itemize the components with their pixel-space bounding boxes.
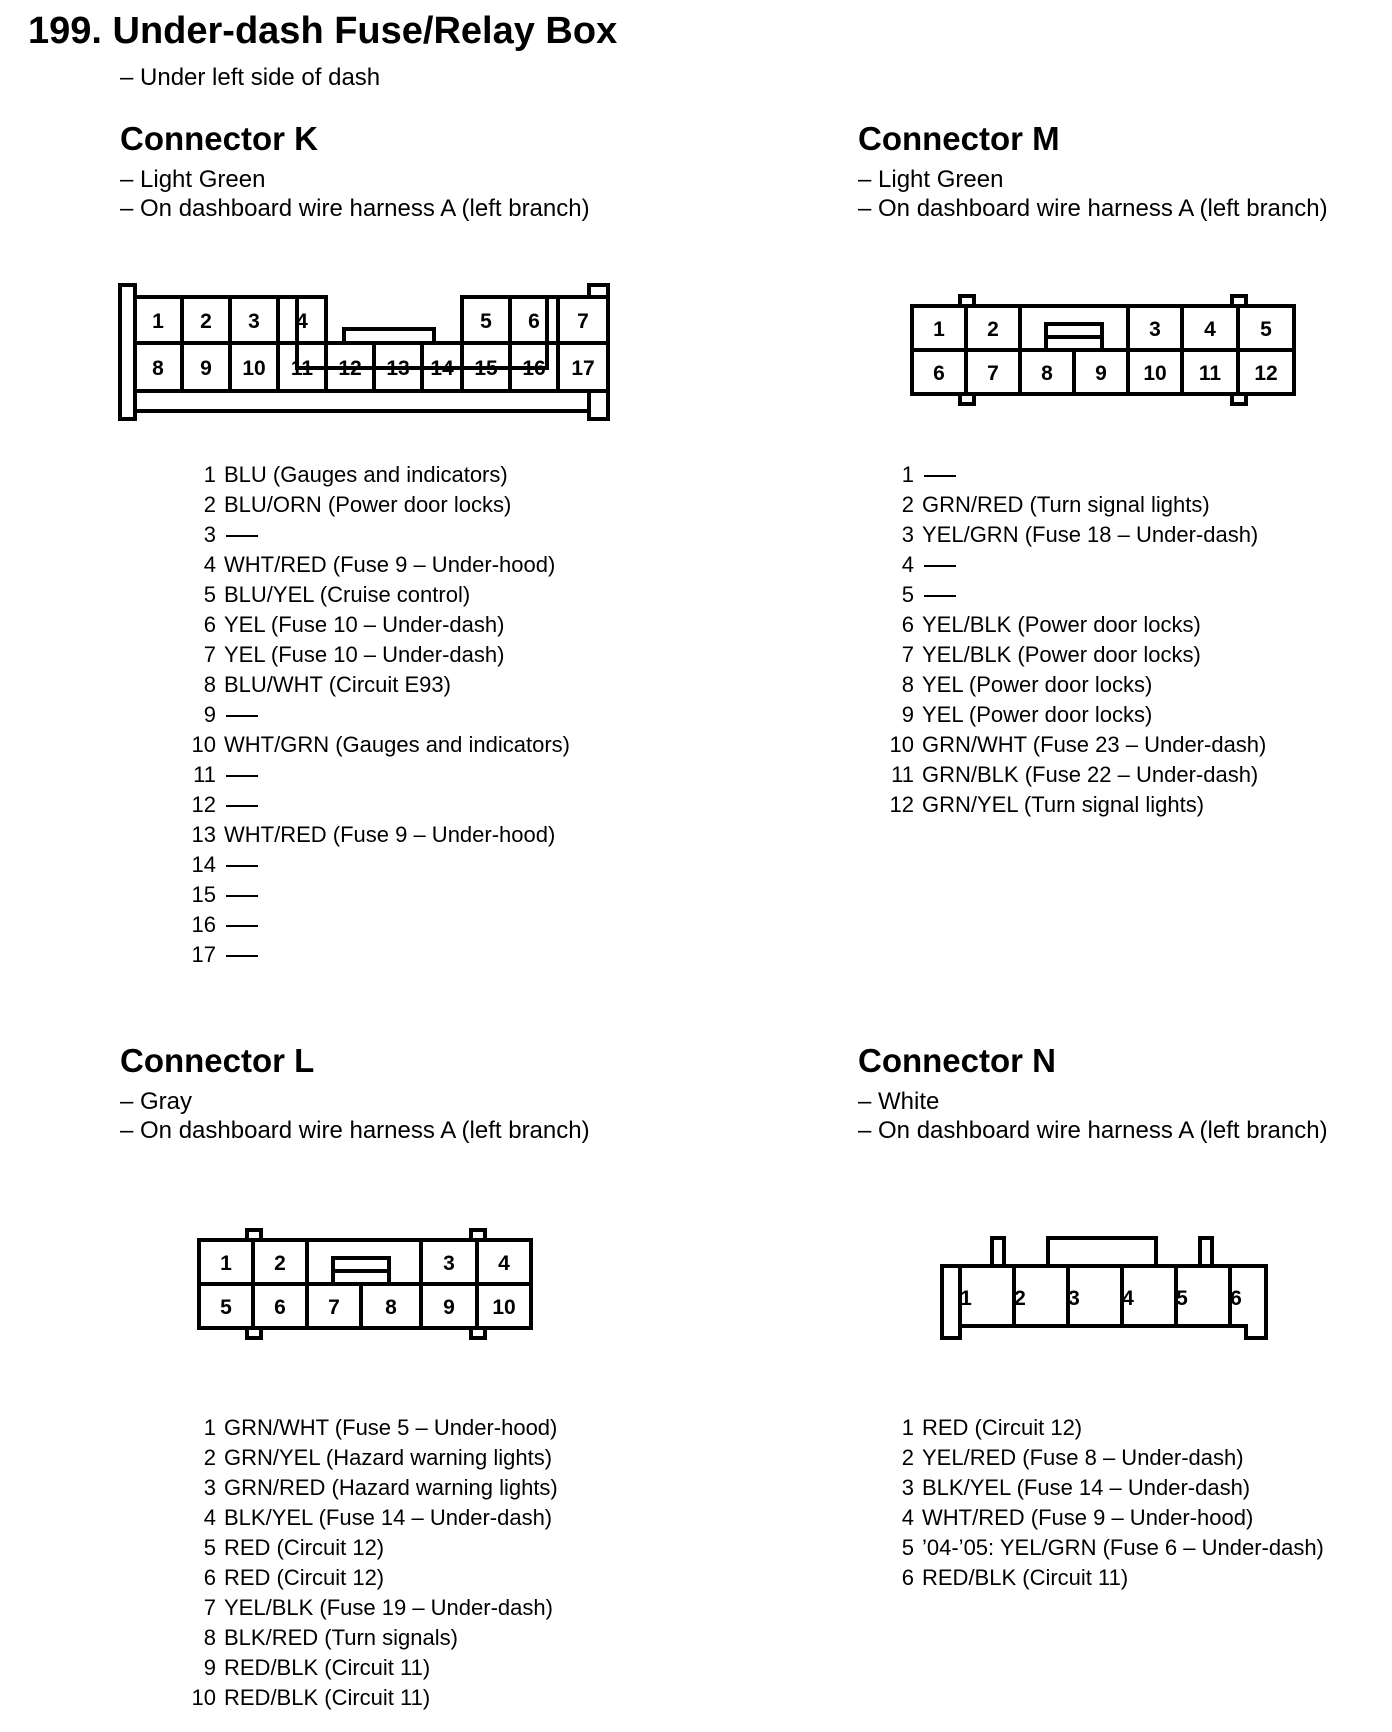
pin-description: YEL/BLK (Fuse 19 – Under-dash): [224, 1595, 553, 1620]
n-pin-5: 5: [1176, 1287, 1188, 1310]
l-pin-4: 4: [498, 1252, 510, 1275]
l-pin-8: 8: [385, 1296, 397, 1319]
pin-list-item: [888, 640, 1266, 670]
connector-n-diagram: [940, 1234, 1270, 1344]
pin-number: 7: [203, 642, 216, 667]
m-pin-6: 6: [933, 362, 945, 385]
connector-n-color: – White: [858, 1088, 940, 1115]
pin-list-item: [190, 520, 570, 550]
page-subtitle: – Under left side of dash: [120, 64, 381, 91]
k-pin-8: 8: [152, 357, 164, 380]
pin-description: GRN/YEL (Turn signal lights): [922, 792, 1205, 817]
connector-l-location: – On dashboard wire harness A (left branch): [120, 1117, 590, 1144]
k-pin-4: 4: [296, 310, 308, 333]
pin-list-item: [190, 1563, 558, 1593]
pin-number: 3: [203, 1475, 216, 1500]
connector-n-location: – On dashboard wire harness A (left branch): [858, 1117, 1328, 1144]
pin-list-item: [190, 550, 570, 580]
pin-number: 6: [203, 612, 216, 637]
m-pin-11: 11: [1198, 362, 1222, 385]
pin-number: 1: [901, 462, 914, 487]
pin-list-item: [190, 730, 570, 760]
pin-number: 4: [203, 552, 216, 577]
pin-list-item: [888, 580, 1266, 610]
pin-description: WHT/RED (Fuse 9 – Under-hood): [224, 822, 556, 847]
k-pin-3: 3: [248, 310, 260, 333]
pin-list-item: [190, 820, 570, 850]
connector-k-pin-list: [190, 460, 570, 970]
connector-m-pin-list: [888, 460, 1266, 820]
m-pin-3: 3: [1149, 318, 1161, 341]
k-pin-14: 14: [430, 357, 454, 380]
unused-pin-dash: [924, 595, 956, 597]
pin-list-item: [888, 670, 1266, 700]
pin-number: 8: [901, 672, 914, 697]
pin-number: 9: [203, 1655, 216, 1680]
m-pin-7: 7: [987, 362, 999, 385]
pin-number: 2: [203, 492, 216, 517]
unused-pin-dash: [226, 805, 258, 807]
pin-list-item: [888, 490, 1266, 520]
pin-description: YEL (Fuse 10 – Under-dash): [224, 612, 505, 637]
n-pin-4: 4: [1122, 1287, 1134, 1310]
pin-list-item: [888, 730, 1266, 760]
pin-number: 9: [901, 702, 914, 727]
k-pin-11: 11: [290, 357, 314, 380]
connector-n-pin-list: [888, 1413, 1324, 1593]
pin-number: 8: [203, 1625, 216, 1650]
pin-number: 11: [891, 762, 914, 787]
pin-description: BLU/ORN (Power door locks): [224, 492, 512, 517]
pin-number: 15: [191, 882, 216, 907]
pin-description: GRN/RED (Hazard warning lights): [224, 1475, 558, 1500]
k-pin-17: 17: [571, 357, 595, 380]
connector-k-color: – Light Green: [120, 166, 266, 193]
pin-description: RED/BLK (Circuit 11): [922, 1565, 1129, 1590]
pin-number: 6: [203, 1565, 216, 1590]
connector-m-title: Connector M: [858, 120, 1060, 157]
pin-number: 10: [191, 732, 216, 757]
k-pin-9: 9: [200, 357, 212, 380]
pin-list-item: [888, 1533, 1324, 1563]
m-pin-9: 9: [1095, 362, 1107, 385]
pin-list-item: [888, 1563, 1324, 1593]
pin-description: YEL/BLK (Power door locks): [922, 642, 1201, 667]
connector-l-pin-list: [190, 1413, 558, 1713]
pin-description: WHT/RED (Fuse 9 – Under-hood): [224, 552, 556, 577]
k-pin-7: 7: [577, 310, 589, 333]
pin-number: 3: [203, 522, 216, 547]
pin-number: 2: [203, 1445, 216, 1470]
connector-m-location: – On dashboard wire harness A (left branch): [858, 195, 1328, 222]
k-pin-6: 6: [528, 310, 540, 333]
k-pin-5: 5: [480, 310, 492, 333]
pin-number: 11: [193, 762, 216, 787]
pin-number: 5: [203, 582, 216, 607]
unused-pin-dash: [924, 475, 956, 477]
m-pin-2: 2: [987, 318, 999, 341]
m-pin-10: 10: [1143, 362, 1167, 385]
pin-description: YEL/GRN (Fuse 18 – Under-dash): [922, 522, 1259, 547]
pin-list-item: [190, 490, 570, 520]
unused-pin-dash: [226, 715, 258, 717]
pin-list-item: [190, 1533, 558, 1563]
unused-pin-dash: [226, 955, 258, 957]
k-pin-12: 12: [338, 357, 362, 380]
pin-number: 14: [191, 852, 216, 877]
pin-number: 4: [901, 552, 914, 577]
pin-number: 5: [203, 1535, 216, 1560]
k-pin-1: 1: [152, 310, 164, 333]
pin-description: RED (Circuit 12): [922, 1415, 1083, 1440]
pin-description: YEL/RED (Fuse 8 – Under-dash): [922, 1445, 1244, 1470]
m-pin-1: 1: [933, 318, 945, 341]
pin-list-item: [190, 460, 570, 490]
connector-m-diagram: [910, 294, 1298, 414]
pin-list-item: [190, 790, 570, 820]
pin-number: 7: [901, 642, 914, 667]
pin-description: ’04-’05: YEL/GRN (Fuse 6 – Under-dash): [922, 1535, 1324, 1560]
n-pin-3: 3: [1068, 1287, 1080, 1310]
l-pin-7: 7: [328, 1296, 340, 1319]
pin-description: RED/BLK (Circuit 11): [224, 1685, 431, 1710]
pin-number: 1: [203, 462, 216, 487]
connector-m-color: – Light Green: [858, 166, 1004, 193]
pin-description: RED/BLK (Circuit 11): [224, 1655, 431, 1680]
k-pin-15: 15: [474, 357, 498, 380]
pin-list-item: [190, 850, 570, 880]
pin-list-item: [190, 910, 570, 940]
pin-list-item: [888, 1473, 1324, 1503]
pin-number: 13: [191, 822, 216, 847]
pin-description: YEL/BLK (Power door locks): [922, 612, 1201, 637]
pin-number: 12: [191, 792, 216, 817]
pin-list-item: [190, 880, 570, 910]
pin-list-item: [888, 1443, 1324, 1473]
m-pin-8: 8: [1041, 362, 1053, 385]
l-pin-10: 10: [492, 1296, 516, 1319]
pin-description: GRN/YEL (Hazard warning lights): [224, 1445, 553, 1470]
pin-description: BLU (Gauges and indicators): [224, 462, 508, 487]
pin-description: YEL (Power door locks): [922, 672, 1153, 697]
pin-list-item: [888, 520, 1266, 550]
connector-n-title: Connector N: [858, 1042, 1056, 1079]
connector-k-title: Connector K: [120, 120, 318, 157]
pin-number: 7: [203, 1595, 216, 1620]
k-pin-16: 16: [522, 357, 546, 380]
pin-list-item: [190, 670, 570, 700]
pin-description: WHT/GRN (Gauges and indicators): [224, 732, 570, 757]
unused-pin-dash: [226, 925, 258, 927]
l-pin-3: 3: [443, 1252, 455, 1275]
pin-number: 6: [901, 612, 914, 637]
n-pin-1: 1: [960, 1287, 972, 1310]
k-pin-13: 13: [386, 357, 410, 380]
pin-number: 4: [901, 1505, 914, 1530]
n-pin-2: 2: [1014, 1287, 1026, 1310]
connector-k-diagram: [118, 283, 612, 421]
connector-l-color: – Gray: [120, 1088, 193, 1115]
pin-number: 2: [901, 1445, 914, 1470]
pin-list-item: [888, 1503, 1324, 1533]
pin-number: 17: [191, 942, 216, 967]
pin-description: GRN/WHT (Fuse 5 – Under-hood): [224, 1415, 558, 1440]
pin-list-item: [190, 760, 570, 790]
pin-description: BLU/WHT (Circuit E93): [224, 672, 451, 697]
pin-description: RED (Circuit 12): [224, 1565, 385, 1590]
pin-number: 16: [191, 912, 216, 937]
pin-description: YEL (Fuse 10 – Under-dash): [224, 642, 505, 667]
connector-k-location: – On dashboard wire harness A (left branch): [120, 195, 590, 222]
pin-number: 5: [901, 582, 914, 607]
unused-pin-dash: [226, 865, 258, 867]
pin-description: BLK/YEL (Fuse 14 – Under-dash): [922, 1475, 1251, 1500]
pin-list-item: [190, 1473, 558, 1503]
pin-description: RED (Circuit 12): [224, 1535, 385, 1560]
connector-l-title: Connector L: [120, 1042, 315, 1079]
pin-list-item: [888, 760, 1266, 790]
l-pin-6: 6: [274, 1296, 286, 1319]
pin-list-item: [190, 1623, 558, 1653]
k-pin-2: 2: [200, 310, 212, 333]
pin-description: GRN/WHT (Fuse 23 – Under-dash): [922, 732, 1267, 757]
pin-list-item: [190, 1653, 558, 1683]
n-pin-6: 6: [1230, 1287, 1242, 1310]
pin-list-item: [190, 640, 570, 670]
pin-description: BLK/YEL (Fuse 14 – Under-dash): [224, 1505, 553, 1530]
unused-pin-dash: [226, 535, 258, 537]
pin-number: 2: [901, 492, 914, 517]
pin-description: GRN/RED (Turn signal lights): [922, 492, 1210, 517]
page-title: 199. Under-dash Fuse/Relay Box: [28, 10, 618, 52]
l-pin-2: 2: [274, 1252, 286, 1275]
pin-description: BLK/RED (Turn signals): [224, 1625, 458, 1650]
pin-list-item: [190, 610, 570, 640]
pin-number: 8: [203, 672, 216, 697]
pin-number: 6: [901, 1565, 914, 1590]
m-pin-4: 4: [1204, 318, 1216, 341]
k-pin-10: 10: [242, 357, 266, 380]
unused-pin-dash: [226, 895, 258, 897]
pin-description: GRN/BLK (Fuse 22 – Under-dash): [922, 762, 1259, 787]
pin-list-item: [190, 1683, 558, 1713]
pin-list-item: [888, 550, 1266, 580]
pin-list-item: [190, 1503, 558, 1533]
pin-number: 3: [901, 1475, 914, 1500]
pin-number: 1: [901, 1415, 914, 1440]
pin-description: YEL (Power door locks): [922, 702, 1153, 727]
pin-number: 9: [203, 702, 216, 727]
pin-list-item: [888, 1413, 1324, 1443]
pin-number: 10: [191, 1685, 216, 1710]
pin-list-item: [190, 1413, 558, 1443]
m-pin-12: 12: [1254, 362, 1278, 385]
pin-number: 3: [901, 522, 914, 547]
pin-list-item: [190, 1443, 558, 1473]
pin-list-item: [190, 580, 570, 610]
m-pin-5: 5: [1260, 318, 1272, 341]
pin-number: 5: [901, 1535, 914, 1560]
pin-list-item: [888, 460, 1266, 490]
l-pin-5: 5: [220, 1296, 232, 1319]
pin-number: 12: [889, 792, 914, 817]
pin-number: 4: [203, 1505, 216, 1530]
l-pin-1: 1: [220, 1252, 232, 1275]
unused-pin-dash: [924, 565, 956, 567]
connector-l-diagram: [197, 1228, 533, 1346]
l-pin-9: 9: [443, 1296, 455, 1319]
pin-list-item: [190, 940, 570, 970]
pin-list-item: [888, 700, 1266, 730]
pin-description: BLU/YEL (Cruise control): [224, 582, 471, 607]
pin-number: 10: [889, 732, 914, 757]
unused-pin-dash: [226, 775, 258, 777]
pin-list-item: [190, 700, 570, 730]
pin-description: WHT/RED (Fuse 9 – Under-hood): [922, 1505, 1254, 1530]
pin-list-item: [190, 1593, 558, 1623]
pin-number: 1: [203, 1415, 216, 1440]
pin-list-item: [888, 610, 1266, 640]
pin-list-item: [888, 790, 1266, 820]
